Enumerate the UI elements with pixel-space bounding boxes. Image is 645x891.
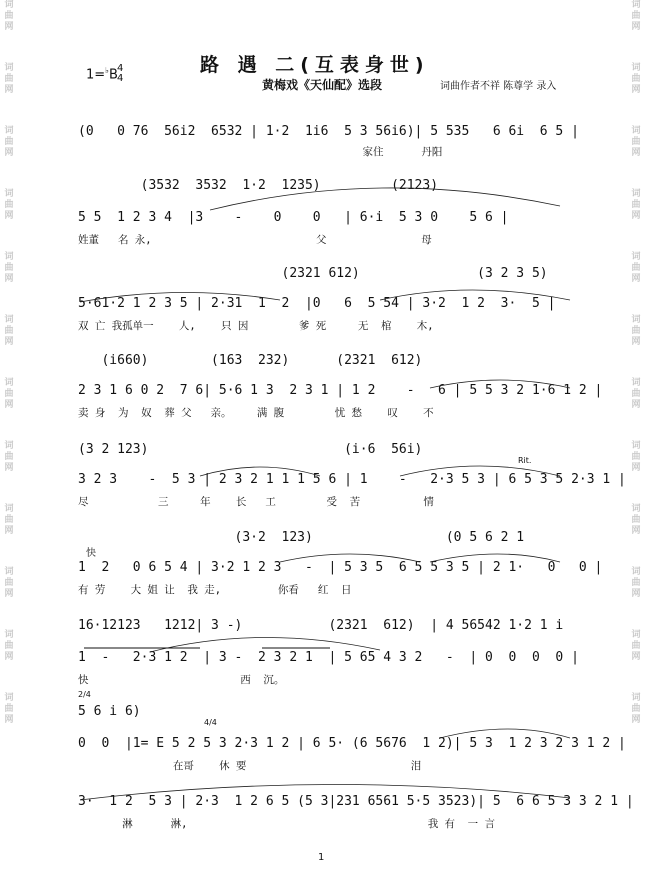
subtitle: 黄梅戏《天仙配》选段 <box>262 78 383 92</box>
lyric-line: 在哥 休 要 泪 <box>78 760 422 772</box>
lyric-line: 双 亡 我孤单一 人, 只 因 爹 死 无 棺 木, <box>78 320 434 332</box>
accompaniment-line: (i660) (163 232) (2321 612) <box>78 353 423 368</box>
lyric-line: 尽 三 年 长 工 受 苦 情 <box>78 496 434 508</box>
rit-mark: Rit. <box>518 456 532 465</box>
notes-line: (0 0 76 56i2 6532 | 1·2 1i6 5 3 56i6)| 5 535 6 6i 6 5 | <box>78 124 579 139</box>
lyric-line: 淋 淋, 我 有 一 言 <box>78 818 496 830</box>
time-signature: 4 4 <box>117 63 124 84</box>
watermark-left: 词 曲 网 词 曲 网 词 曲 网 词 曲 网 词 曲 网 词 曲 网 词 曲 网 词 曲 网 词 曲 网 词 曲 网 词 曲 网 词 曲 网 <box>4 0 14 725</box>
page-title: 路 遇 二(互表身世) <box>200 54 430 76</box>
lyric-line: 卖 身 为 奴 葬 父 亲。 满 腹 忧 愁 叹 不 <box>78 407 434 419</box>
notes-line: 5 5 1 2 3 4 |3 - 0 0 | 6·i 5 3 0 5 6 | <box>78 210 509 225</box>
key-signature: 1=♭B <box>86 66 118 83</box>
notes-line: 3· 1 2 5 3 | 2·3 1 2 6 5 (5 3|231 6561 5·5 3523)| 5 6 6 5 3 3 2 1 | <box>78 794 634 809</box>
meter-change: 2/4 <box>78 690 91 699</box>
accompaniment-line: 5 6 i 6) <box>78 704 141 719</box>
lyric-line: 家住 丹阳 <box>78 146 443 158</box>
page-number: 1 <box>318 852 325 863</box>
watermark-right: 词 曲 网 词 曲 网 词 曲 网 词 曲 网 词 曲 网 词 曲 网 词 曲 网 词 曲 网 词 曲 网 词 曲 网 词 曲 网 词 曲 网 <box>631 0 641 725</box>
notes-line: 1 2 0 6 5 4 | 3·2 1 2 3 - | 5 3 5 6 5 5 3 5 | 2 1· 0 0 | <box>78 560 603 575</box>
accompaniment-line: 16·12123 1212| 3 -) (2321 612) | 4 56542 1·2 1 i <box>78 618 564 633</box>
notes-line: 0 0 |1= E 5 2 5 3 2·3 1 2 | 6 5· (6 5676 1 2)| 5 3 1 2 3 2 3 1 2 | <box>78 736 626 751</box>
accompaniment-line: (3532 3532 1·2 1235) (2123) <box>78 178 439 193</box>
lyric-line: 有 劳 大 姐 让 我 走, 你看 红 日 <box>78 584 352 596</box>
accompaniment-line: (2321 612) (3 2 3 5) <box>78 266 548 281</box>
tempo-mark: 快 <box>86 548 96 559</box>
notes-line: 2 3 1 6 0 2 7 6| 5·6 1 3 2 3 1 | 1 2 - 6 | 5 5 3 2 1·6 1 2 | <box>78 383 603 398</box>
notes-line: 3 2 3 - 5 3 | 2 3 2 1 1 1 5 6 | 1 - 2·3 5 3 | 6 5 3 5 2·3 1 | <box>78 472 626 487</box>
notes-line: 5·61·2 1 2 3 5 | 2·31 1 2 |0 6 5 54 | 3·2 1 2 3· 5 | <box>78 296 556 311</box>
meter-change-2: 4/4 <box>204 718 217 727</box>
lyric-line: 快 西 沉。 <box>78 674 285 686</box>
notes-line: 1 - 2·3 1 2 | 3 - 2 3 2 1 | 5 65 4 3 2 - | 0 0 0 0 | <box>78 650 579 665</box>
accompaniment-line: (3·2 123) (0 5 6 2 1 <box>78 530 525 545</box>
accompaniment-line: (3 2 123) (i·6 56i) <box>78 442 423 457</box>
credits: 词曲作者不祥 陈尊学 录入 <box>440 81 557 92</box>
lyric-line: 姓董 名 永, 父 母 <box>78 234 432 246</box>
